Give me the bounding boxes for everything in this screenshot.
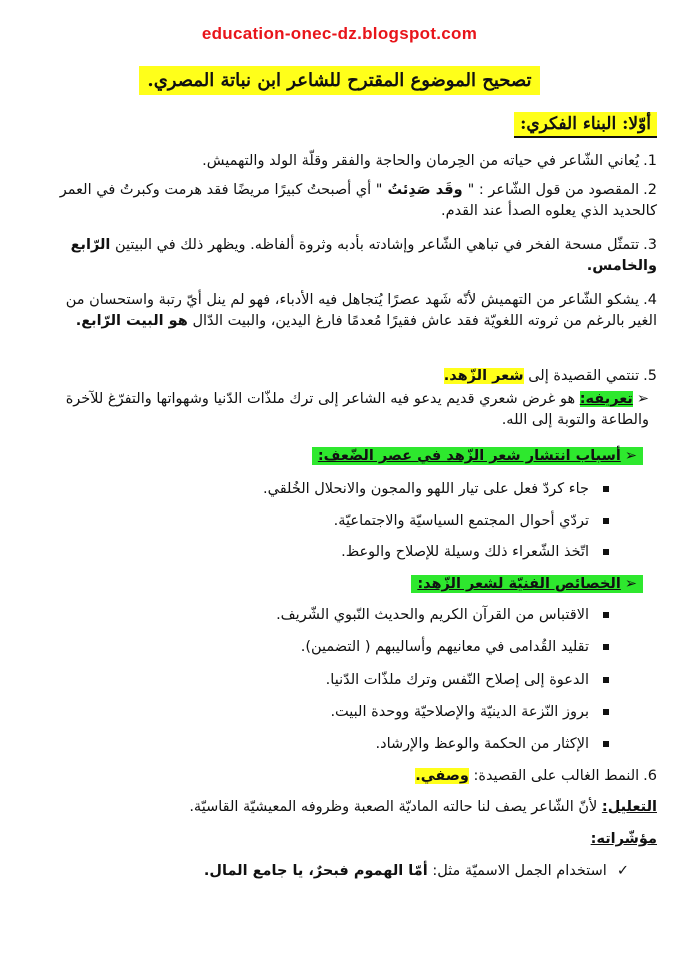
arrow-bullet-icon: ➢: [624, 448, 637, 464]
definition-label: تعريفه:: [579, 391, 633, 407]
answer-text: يُعاني الشّاعر في حياته من الحِرمان والحاجة والفقر وقلّة الولد والتهميش.: [202, 153, 640, 169]
site-url: education-onec-dz.blogspot.com: [201, 24, 478, 43]
check-icon: ✓: [616, 863, 629, 879]
indicators-item: [39, 861, 629, 882]
feature-text: الدعوة إلى إصلاح النّفس وترك ملذّات الدّنيا.: [325, 672, 589, 688]
answer-highlight: وصفي.: [415, 768, 469, 784]
page-title-wrap: [0, 66, 679, 95]
arrow-bullet-icon: ➢: [636, 391, 649, 407]
answer-6: [42, 766, 657, 787]
answer-4: [42, 290, 657, 332]
definition-text: هو غرض شعري قديم يدعو فيه الشاعر إلى ترك ملذّات الدّنيا وشهواتها والتفرّغ للآخرة والطاعة والتوبة إلى الله.: [65, 391, 649, 428]
square-bullet-icon: [603, 518, 609, 524]
indicators-label: مؤشّراته:: [590, 831, 657, 847]
indicators-bold: أمّا الهموم فبحرٌ، يا جامع المال.: [203, 863, 428, 879]
answer-number: 6.: [643, 768, 657, 784]
square-bullet-icon: [603, 644, 609, 650]
reason-text: تردّي أحوال المجتمع السياسيّة والاجتماعيّة.: [333, 513, 589, 529]
square-bullet-icon: [603, 741, 609, 747]
square-bullet-icon: [603, 709, 609, 715]
answer-number: 3.: [643, 237, 657, 253]
section-heading-intellectual: أوّلا: البناء الفكري:: [514, 112, 657, 138]
answer-text: النمط الغالب على القصيدة:: [473, 768, 640, 784]
answer-text: تنتمي القصيدة إلى: [528, 368, 640, 384]
answer-number: 5.: [643, 368, 657, 384]
answer-bold: هو البيت الرّابع.: [75, 313, 188, 329]
indicators-text: استخدام الجمل الاسميّة مثل:: [432, 863, 607, 879]
arrow-bullet-icon: ➢: [624, 576, 637, 592]
feature-item: [326, 672, 609, 688]
reason-text: اتّخذ الشّعراء ذلك وسيلة للإصلاح والوعظ.: [341, 544, 589, 560]
answer-text: المقصود من قول الشّاعر : ": [467, 182, 640, 198]
indicators-label-row: [42, 829, 657, 850]
feature-text: الإكثار من الحكمة والوعظ والإرشاد.: [375, 736, 589, 752]
answer-number: 4.: [643, 292, 657, 308]
reason-item: [341, 544, 609, 560]
features-heading: [411, 575, 643, 593]
answer-number: 2.: [643, 182, 657, 198]
feature-item: [330, 704, 609, 720]
justification-text: لأنّ الشّاعر يصف لنا حالته الماديّة الصعبة وظروفه المعيشيّة القاسيّة.: [189, 799, 598, 815]
reason-item: [263, 481, 609, 497]
feature-text: تقليد القُدامى في معانيهم وأساليبهم ( التضمين).: [300, 639, 589, 655]
feature-text: الاقتباس من القرآن الكريم والحديث النّبوي الشّريف.: [276, 607, 589, 623]
justification: [42, 797, 657, 818]
features-heading-text: الخصائص الفنيّة لشعر الزّهد:: [417, 576, 621, 592]
answer-1: [42, 151, 657, 172]
reason-text: جاء كردّ فعل على تيار اللهو والمجون والانحلال الخُلقي.: [263, 481, 589, 497]
feature-item: [301, 639, 609, 655]
square-bullet-icon: [603, 677, 609, 683]
reasons-heading-text: أسباب انتشار شعر الزّهد في عصر الضّعف:: [317, 448, 621, 464]
definition-block: [59, 389, 649, 431]
quote-text: وقَد صَدِئتُ: [382, 182, 468, 198]
square-bullet-icon: [603, 549, 609, 555]
reasons-heading: [312, 447, 643, 465]
answer-number: 1.: [643, 153, 657, 169]
square-bullet-icon: [603, 612, 609, 618]
answer-text-cont: " أي أصبحتُ كبيرًا مريضًا فقد هرمت وكبرتُ في العمر كالحديد الذي يعلوه الصدأ عند القدم.: [59, 182, 657, 219]
feature-item: [276, 607, 609, 623]
justification-label: التعليل:: [601, 799, 657, 815]
answer-5: [42, 366, 657, 387]
answer-bold: الرّابع والخامس.: [70, 237, 657, 274]
square-bullet-icon: [603, 486, 609, 492]
feature-text: بروز النّزعة الدينيّة والإصلاحيّة ووحدة البيت.: [330, 704, 589, 720]
feature-item: [376, 736, 610, 752]
page-title: تصحيح الموضوع المقترح للشاعر ابن نباتة المصري.: [139, 66, 539, 95]
answer-2: [42, 180, 657, 222]
reason-item: [334, 513, 609, 529]
answer-text: يشكو الشّاعر من التهميش لأنّه شَهد عصرًا يُتجاهل فيه الأدباء، فهو لم ينل أيّ رتبة واستحسان من الغير بالرغم من ثروته اللغويّة فقد عاش فقيرًا مُعدمًا فارغ اليدين، والبيت الدّال: [65, 292, 657, 329]
answer-3: [42, 235, 657, 277]
answer-text: تتمثّل مسحة الفخر في تباهي الشّاعر وإشادته بأدبه وثروة ألفاظه. ويظهر ذلك في البيتين: [115, 237, 640, 253]
answer-highlight: شعر الزّهد.: [443, 368, 524, 384]
